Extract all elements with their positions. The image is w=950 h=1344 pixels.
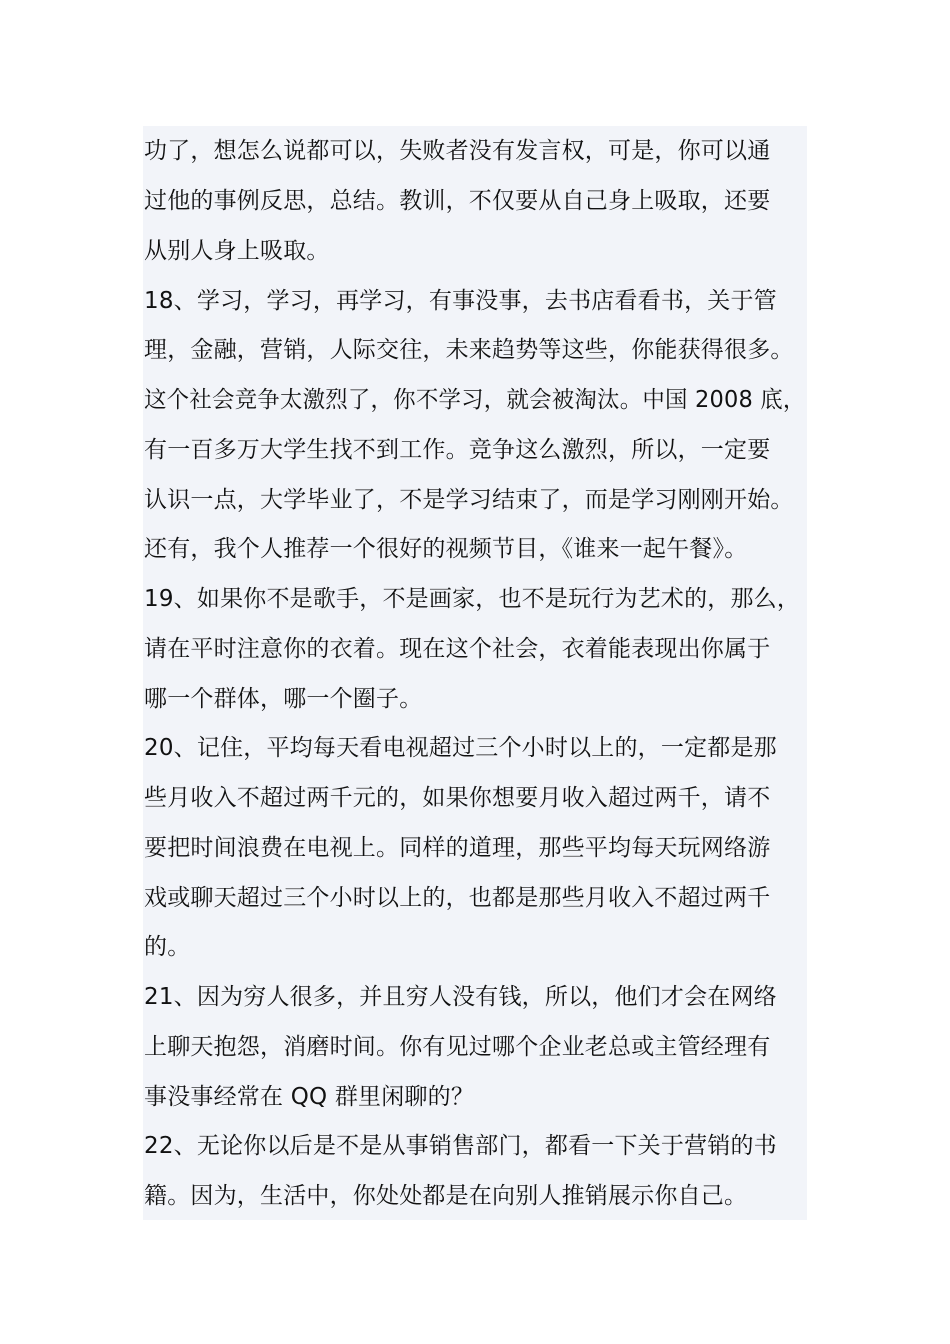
text-line: 还有，我个人推荐一个很好的视频节目，《谁来一起午餐》。 <box>144 536 748 562</box>
text-line: 20、记住，平均每天看电视超过三个小时以上的，一定都是那 <box>144 735 777 761</box>
text-line: 有一百多万大学生找不到工作。竞争这么激烈，所以，一定要 <box>144 437 771 463</box>
text-line: 21、因为穷人很多，并且穷人没有钱，所以，他们才会在网络 <box>144 984 777 1010</box>
text-block <box>143 126 807 1220</box>
text-line: 哪一个群体，哪一个圈子。 <box>144 686 423 712</box>
text-line: 从别人身上吸取。 <box>144 238 330 264</box>
text-line: 请在平时注意你的衣着。现在这个社会，衣着能表现出你属于 <box>144 636 771 662</box>
text-line: 些月收入不超过两千元的，如果你想要月收入超过两千，请不 <box>144 785 771 811</box>
text-line: 事没事经常在 QQ 群里闲聊的？ <box>144 1084 475 1110</box>
text-line: 戏或聊天超过三个小时以上的，也都是那些月收入不超过两千 <box>144 885 771 911</box>
text-line: 19、如果你不是歌手，不是画家，也不是玩行为艺术的，那么， <box>144 586 801 612</box>
text-line: 认识一点，大学毕业了，不是学习结束了，而是学习刚刚开始。 <box>144 487 794 513</box>
text-line: 22、无论你以后是不是从事销售部门，都看一下关于营销的书 <box>144 1133 777 1159</box>
text-line: 的。 <box>144 934 191 960</box>
text-line: 这个社会竞争太激烈了，你不学习，就会被淘汰。中国 2008 底， <box>144 387 806 413</box>
text-line: 18、学习，学习，再学习，有事没事，去书店看看书，关于管 <box>144 288 777 314</box>
text-line: 要把时间浪费在电视上。同样的道理，那些平均每天玩网络游 <box>144 835 771 861</box>
text-line: 功了，想怎么说都可以，失败者没有发言权，可是，你可以通 <box>144 138 771 164</box>
text-line: 过他的事例反思，总结。教训，不仅要从自己身上吸取，还要 <box>144 188 771 214</box>
text-line: 籍。因为，生活中，你处处都是在向别人推销展示你自己。 <box>144 1183 748 1209</box>
text-line: 理，金融，营销，人际交往，未来趋势等这些，你能获得很多。 <box>144 337 794 363</box>
text-line: 上聊天抱怨，消磨时间。你有见过哪个企业老总或主管经理有 <box>144 1034 771 1060</box>
